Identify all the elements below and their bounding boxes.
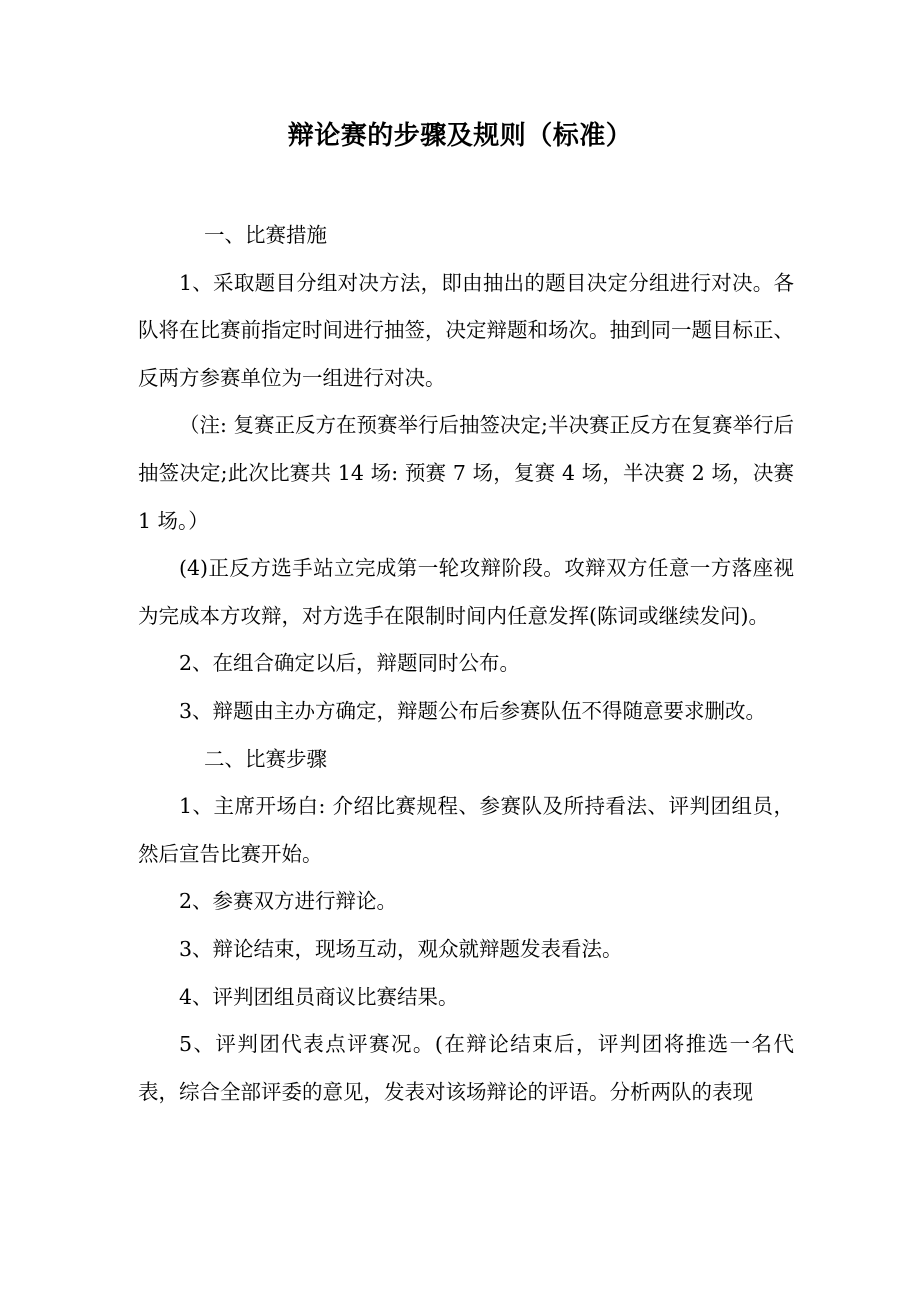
document-body: [138, 212, 794, 1116]
paragraph-grouping-method: 1、采取题目分组对决方法，即由抽出的题目决定分组进行对决。各队将在比赛前指定时间进行抽签，决定辩题和场次。抽到同一题目标正、反两方参赛单位为一组进行对决。: [138, 270, 794, 390]
page-title: 辩论赛的步骤及规则（标准）: [287, 121, 633, 151]
section-heading-steps: 二、比赛步骤: [204, 746, 327, 771]
paragraph-debate: 2、参赛双方进行辩论。: [179, 889, 398, 914]
paragraph-chair-opening: 1、主席开场白: 介绍比赛规程、参赛队及所持看法、评判团组员，然后宣告比赛开始。: [138, 794, 794, 866]
paragraph-judges-deliberation: 4、评判团组员商议比赛结果。: [179, 984, 459, 1009]
paragraph-audience-interaction: 3、辩论结束，现场互动，观众就辩题发表看法。: [179, 936, 623, 961]
paragraph-topic-announcement: 2、在组合确定以后，辩题同时公布。: [179, 651, 521, 676]
paragraph-judges-commentary: 5、评判团代表点评赛况。(在辩论结束后，评判团将推选一名代表，综合全部评委的意见，发表对该场辩论的评语。分析两队的表现: [138, 1032, 794, 1104]
paragraph-topic-determination: 3、辩题由主办方确定，辩题公布后参赛队伍不得随意要求删改。: [179, 698, 767, 723]
paragraph-note-schedule: （注: 复赛正反方在预赛举行后抽签决定;半决赛正反方在复赛举行后抽签决定;此次比赛共 14 场: 预赛 7 场，复赛 4 场，半决赛 2 场，决赛 1 场。）: [138, 413, 794, 533]
paragraph-cross-examination: (4)正反方选手站立完成第一轮攻辩阶段。攻辩双方任意一方落座视为完成本方攻辩，对方选手在限制时间内任意发挥(陈词或继续发问)。: [138, 556, 794, 628]
section-heading-measures: 一、比赛措施: [204, 223, 327, 247]
